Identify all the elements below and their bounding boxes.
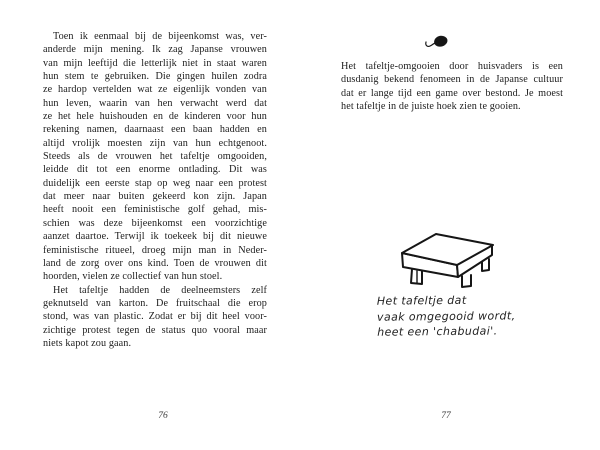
caption-line: heet een 'chabudai'.	[377, 324, 498, 339]
text-line: Steeds als de vrouwen het tafeltje omgooiden,	[43, 151, 267, 163]
text-line: hun leven, waarin van hen verwacht werd dat	[43, 97, 267, 109]
text-line: Het tafeltje hadden de deelneemsters zelf	[53, 284, 267, 296]
tumbling-table-ink-blob-icon	[424, 34, 450, 50]
text-line: het tafeltje in de juiste hoek zien te gooien.	[341, 101, 521, 113]
text-line: altijd vrolijk moesten zijn van hun echtgenoot.	[43, 137, 267, 149]
text-line: van mijn leeftijd die letterlijk niet in staat waren	[43, 57, 267, 69]
text-line: feministische ritueel, droeg mijn man in Neder-	[43, 244, 267, 256]
handwritten-caption	[377, 292, 516, 340]
paragraph	[341, 60, 563, 113]
text-line: anderde mijn mening. Ik zag Japanse vrouwen	[43, 44, 267, 56]
page-number-right: 77	[441, 411, 451, 421]
text-line: dusdanig bekend fenomeen in de Japanse cultuur	[341, 74, 563, 86]
caption-line: vaak omgegooid wordt,	[376, 308, 516, 324]
left-page-text	[43, 30, 267, 350]
text-line: Toen ik eenmaal bij de bijeenkomst was, ver-	[53, 31, 267, 42]
page-right	[300, 0, 600, 450]
chabudai-table-illustration	[396, 226, 500, 290]
text-line: ze het hele huishouden en de kinderen voor hun	[43, 111, 267, 123]
text-line: stond, was van plastic. Zodat er bij dit heel voor-	[43, 311, 267, 323]
caption-line: Het tafeltje dat	[376, 293, 467, 308]
text-line: Het tafeltje-omgooien door huisvaders is een	[341, 61, 563, 72]
text-line: ze hardop vertelden wat ze eigenlijk vonden van	[43, 84, 267, 96]
text-line: dat er lange tijd een game over bestond. Je moest	[341, 87, 563, 99]
text-line: rekening namen, daarnaast een baan hadden en	[43, 124, 267, 136]
text-line: aanzet daartoe. Terwijl ik toekeek bij dit nieuwe	[43, 231, 267, 243]
text-line: duidelijk een eerste stap op weg naar een protest	[43, 177, 267, 189]
paragraph	[43, 30, 267, 284]
text-line: schien was deze bijeenkomst een voorzichtige	[43, 217, 267, 229]
page-number-left: 76	[158, 411, 168, 421]
text-line: niets kapot zou gaan.	[43, 337, 132, 349]
text-line: land de zorg over ons kind. Toen de vrouwen dit	[43, 257, 267, 269]
text-line: geknutseld van karton. De fruitschaal die erop	[43, 297, 267, 309]
text-line: leidde dit tot een enorme ontlading. Dit was	[43, 164, 267, 176]
text-line: hoorden, vielen ze collectief van hun stoel.	[43, 271, 223, 283]
right-page-text	[341, 60, 563, 113]
text-line: heeft nooit een feministische golf gehad, mis-	[43, 204, 267, 216]
text-line: zichtige protest tegen de status quo vooral maar	[43, 324, 267, 336]
text-line: dat meer naar buiten gekeerd kon zijn. Japan	[43, 191, 267, 203]
text-line: hun stem te gebruiken. Die gingen huilen zodra	[43, 71, 267, 83]
paragraph	[43, 284, 267, 351]
